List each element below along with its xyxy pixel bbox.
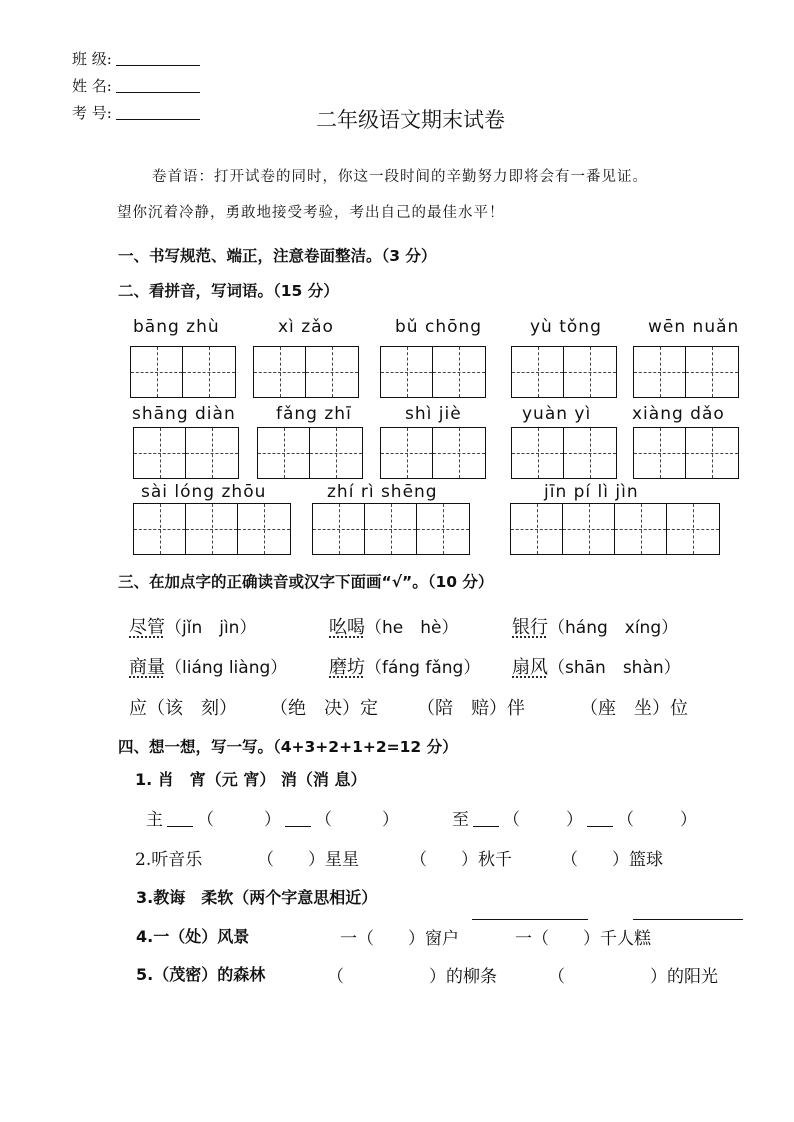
q4-paren: （ bbox=[315, 810, 332, 830]
writing-grid[interactable] bbox=[257, 427, 363, 479]
q4-item-1: 1. 肖 宵（元 宵） 消（消 息） bbox=[135, 770, 367, 789]
char-choice-item bbox=[270, 694, 378, 720]
q4-blank[interactable] bbox=[587, 826, 613, 827]
q4-paren: ） bbox=[566, 810, 583, 830]
q4-char: 主 bbox=[146, 810, 163, 830]
char-suffix: 伴 bbox=[507, 698, 525, 719]
reading-word: 尽管 bbox=[129, 617, 165, 638]
writing-grid[interactable] bbox=[130, 346, 236, 398]
char-suffix: 定 bbox=[360, 698, 378, 719]
reading-options[interactable]: （liáng liàng） bbox=[165, 658, 288, 678]
q4-blanks-row bbox=[146, 805, 399, 830]
reading-options[interactable]: （háng xíng） bbox=[548, 618, 679, 638]
class-blank[interactable] bbox=[116, 65, 200, 66]
pinyin-label: wēn nuǎn bbox=[648, 317, 740, 337]
writing-grid[interactable] bbox=[312, 503, 470, 555]
pinyin-label: sài lóng zhōu bbox=[141, 482, 267, 502]
reading-item bbox=[512, 613, 678, 639]
reading-item bbox=[129, 613, 256, 639]
q4-fill[interactable]: （ ）星星 bbox=[257, 850, 359, 870]
reading-options[interactable]: （shān shàn） bbox=[548, 658, 681, 678]
char-suffix: 位 bbox=[670, 698, 688, 719]
reading-options[interactable]: （fáng fǎng） bbox=[365, 658, 481, 678]
q4-item-5: 5.（茂密）的森林 bbox=[136, 965, 266, 984]
reading-word: 银行 bbox=[512, 617, 548, 638]
char-options[interactable]: （陪 赔） bbox=[417, 698, 507, 719]
q4-fill[interactable]: 一（ ）千人糕 bbox=[515, 929, 651, 949]
writing-grid[interactable] bbox=[253, 346, 359, 398]
intro-line-2: 望你沉着冷静，勇敢地接受考验，考出自己的最佳水平！ bbox=[117, 205, 505, 221]
q4-blanks-row bbox=[452, 805, 697, 830]
name-field bbox=[72, 75, 200, 96]
q4-item-3: 3.教诲 柔软（两个字意思相近） bbox=[136, 888, 378, 907]
char-choice-item bbox=[129, 694, 237, 720]
q4-fill[interactable]: （ ）的柳条 bbox=[327, 967, 497, 987]
q4-fill[interactable]: （ ）篮球 bbox=[561, 850, 663, 870]
number-label: 考 号: bbox=[72, 104, 112, 122]
q4-paren: （ bbox=[503, 810, 520, 830]
q4-fill[interactable]: 一（ ）窗户 bbox=[340, 929, 459, 949]
section-4-heading: 四、想一想，写一写。（4+3+2+1+2=12 分） bbox=[118, 738, 458, 756]
char-prefix: 应 bbox=[129, 698, 147, 719]
reading-word: 磨坊 bbox=[329, 657, 365, 678]
pinyin-label: bāng zhù bbox=[133, 317, 220, 337]
writing-grid[interactable] bbox=[380, 346, 486, 398]
q4-item-2: 2.听音乐 bbox=[135, 850, 203, 870]
section-1-heading: 一、书写规范、端正，注意卷面整洁。（3 分） bbox=[118, 247, 437, 265]
pinyin-label: shāng diàn bbox=[132, 404, 236, 424]
pinyin-label: xì zǎo bbox=[278, 317, 334, 337]
section-3-heading: 三、在加点字的正确读音或汉字下面画“√”。（10 分） bbox=[118, 573, 494, 591]
q4-fill[interactable]: （ ）的阳光 bbox=[548, 967, 718, 987]
writing-grid[interactable] bbox=[510, 503, 720, 555]
intro-line-1: 卷首语：打开试卷的同时，你这一段时间的辛勤努力即将会有一番见证。 bbox=[152, 169, 648, 185]
writing-grid[interactable] bbox=[511, 346, 617, 398]
q4-fill[interactable]: （ ）秋千 bbox=[410, 850, 512, 870]
reading-options[interactable]: （he hè） bbox=[365, 618, 459, 638]
pinyin-label: yuàn yì bbox=[522, 404, 592, 424]
q4-paren: ） bbox=[680, 810, 697, 830]
char-options[interactable]: （该 刻） bbox=[147, 698, 237, 719]
pinyin-label: fǎng zhī bbox=[276, 404, 352, 424]
pinyin-label: jīn pí lì jìn bbox=[544, 482, 639, 502]
reading-word: 扇风 bbox=[512, 657, 548, 678]
class-label: 班 级: bbox=[72, 50, 112, 68]
writing-grid[interactable] bbox=[133, 427, 239, 479]
page-title: 二年级语文期末试卷 bbox=[316, 108, 505, 132]
char-options[interactable]: （座 坐） bbox=[580, 698, 670, 719]
pinyin-label: zhí rì shēng bbox=[327, 482, 438, 502]
writing-grid[interactable] bbox=[133, 503, 291, 555]
q4-item-4: 4.一（处）风景 bbox=[136, 927, 250, 946]
reading-word: 吆喝 bbox=[329, 617, 365, 638]
char-choice-item bbox=[580, 694, 688, 720]
writing-grid[interactable] bbox=[511, 427, 617, 479]
writing-grid[interactable] bbox=[633, 427, 739, 479]
section-2-heading: 二、看拼音，写词语。（15 分） bbox=[118, 282, 339, 300]
reading-item bbox=[329, 613, 458, 639]
writing-grid[interactable] bbox=[633, 346, 739, 398]
pinyin-label: shì jiè bbox=[405, 404, 462, 424]
reading-options[interactable]: （jǐn jìn） bbox=[165, 618, 257, 638]
char-options[interactable]: （绝 决） bbox=[270, 698, 360, 719]
reading-item bbox=[329, 653, 480, 679]
pinyin-label: bǔ chōng bbox=[395, 317, 483, 337]
class-field bbox=[72, 48, 200, 69]
reading-item bbox=[512, 653, 681, 679]
reading-item bbox=[129, 653, 287, 679]
answer-line[interactable] bbox=[472, 903, 588, 922]
pinyin-label: xiàng dǎo bbox=[632, 404, 725, 424]
q4-blank[interactable] bbox=[473, 826, 499, 827]
q4-paren: （ bbox=[197, 810, 214, 830]
char-choice-item bbox=[417, 694, 525, 720]
q4-char: 至 bbox=[452, 810, 469, 830]
q4-blank[interactable] bbox=[285, 826, 311, 827]
q4-paren: ） bbox=[264, 810, 281, 830]
pinyin-label: yù tǒng bbox=[530, 317, 602, 337]
q4-paren: ） bbox=[382, 810, 399, 830]
number-field bbox=[72, 102, 200, 123]
answer-line[interactable] bbox=[633, 903, 743, 922]
name-label: 姓 名: bbox=[72, 77, 112, 95]
q4-blank[interactable] bbox=[167, 826, 193, 827]
reading-word: 商量 bbox=[129, 657, 165, 678]
writing-grid[interactable] bbox=[380, 427, 486, 479]
number-blank[interactable] bbox=[116, 119, 200, 120]
name-blank[interactable] bbox=[116, 92, 200, 93]
q4-paren: （ bbox=[617, 810, 634, 830]
